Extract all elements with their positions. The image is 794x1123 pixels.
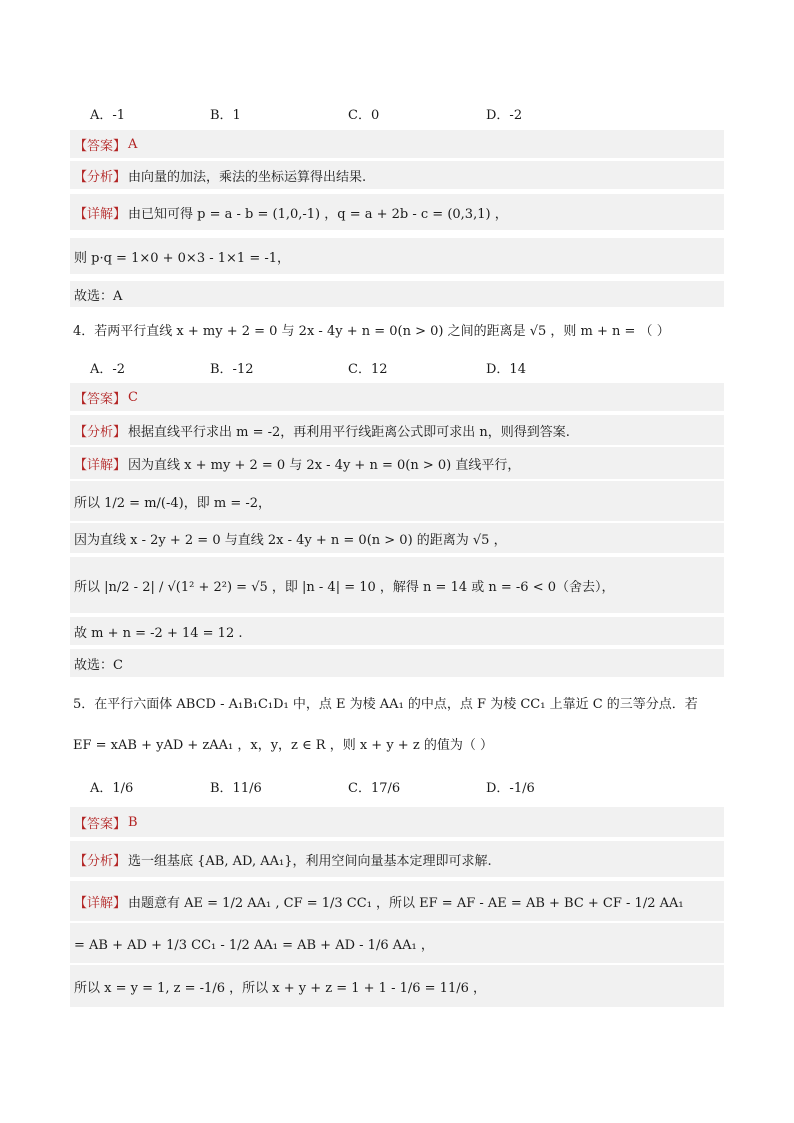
q5-stem-line-1: 5．在平行六面体 ABCD - A₁B₁C₁D₁ 中，点 E 为棱 AA₁ 的中点，点 F 为棱 CC₁ 上靠近 C 的三等分点．若 [73, 697, 698, 712]
q5-option-b: B．11/6 [210, 781, 262, 796]
analysis-text: 根据直线平行求出 m = -2，再利用平行线距离公式即可求出 n，则得到答案. [128, 424, 570, 440]
q5-analysis-row [70, 841, 724, 877]
q5-options [90, 777, 710, 801]
q4-option-a: A．-2 [90, 362, 126, 377]
q4-option-b: B．-12 [210, 362, 254, 377]
analysis-tag: 【分析】 [74, 169, 127, 185]
q3-conclusion-row [70, 281, 724, 307]
q3-options [90, 104, 710, 128]
detail-text: 因为直线 x + my + 2 = 0 与 2x - 4y + n = 0(n > 0) 直线平行， [128, 457, 521, 473]
q3-answer-row [70, 130, 724, 158]
q4-detail-line-5 [70, 617, 724, 645]
analysis-text: 由向量的加法，乘法的坐标运算得出结果. [128, 169, 367, 185]
q3-detail-row [70, 194, 724, 230]
q3-option-c: C．0 [348, 108, 380, 123]
answer-tag: 【答案】 [74, 138, 127, 154]
detail-text: 所以 |n/2 - 2| / √(1² + 2²) = √5 ，即 |n - 4| = 10 ，解得 n = 14 或 n = -6 < 0（舍去）， [74, 579, 615, 595]
q4-answer-row [70, 383, 724, 411]
conclusion-text: 故选：A [74, 288, 123, 304]
detail-text: = AB + AD + 1/3 CC₁ - 1/2 AA₁ = AB + AD - 1/6 AA₁ ， [74, 937, 434, 953]
q3-option-a: A．-1 [90, 108, 126, 123]
analysis-tag: 【分析】 [74, 853, 127, 869]
q3-option-b: B．1 [210, 108, 241, 123]
conclusion-text: 故选：C [74, 657, 123, 673]
detail-text: 因为直线 x - 2y + 2 = 0 与直线 2x - 4y + n = 0(n > 0) 的距离为 √5 ， [74, 532, 507, 548]
detail-tag: 【详解】 [74, 895, 127, 911]
q4-detail-row [70, 447, 724, 479]
analysis-tag: 【分析】 [74, 424, 127, 440]
q4-detail-line-2 [70, 481, 724, 521]
detail-text: 所以 1/2 = m/(-4)，即 m = -2， [74, 495, 272, 511]
detail-tag: 【详解】 [74, 457, 127, 473]
q5-answer-row [70, 807, 724, 837]
detail-text: 则 p·q = 1×0 + 0×3 - 1×1 = -1， [74, 250, 291, 266]
answer-tag: 【答案】 [74, 816, 127, 832]
q4-detail-line-4 [70, 557, 724, 613]
q5-option-d: D．-1/6 [486, 781, 535, 796]
q4-conclusion-row [70, 649, 724, 677]
detail-text: 由题意有 AE = 1/2 AA₁ , CF = 1/3 CC₁ ，所以 EF = AF - AE = AB + BC + CF - 1/2 AA₁ [128, 895, 684, 911]
q5-option-c: C．17/6 [348, 781, 401, 796]
q4-option-d: D．14 [486, 362, 526, 377]
q5-option-a: A．1/6 [90, 781, 134, 796]
q4-options [90, 358, 710, 382]
detail-tag: 【详解】 [74, 206, 127, 222]
answer-value: C [128, 389, 138, 405]
q5-detail-line-3 [70, 965, 724, 1007]
detail-text: 故 m + n = -2 + 14 = 12 . [74, 625, 243, 641]
q3-detail-line-2 [70, 238, 724, 274]
q5-detail-line-2 [70, 923, 724, 963]
q4-detail-line-3 [70, 523, 724, 553]
q4-analysis-row [70, 415, 724, 445]
q3-analysis-row [70, 161, 724, 189]
detail-text: 所以 x = y = 1, z = -1/6 ，所以 x + y + z = 1 + 1 - 1/6 = 11/6 ， [74, 980, 487, 996]
detail-text: 由已知可得 p = a - b = (1,0,-1) ，q = a + 2b - c = (0,3,1) ， [128, 206, 508, 222]
answer-value: A [128, 136, 138, 152]
q5-detail-row [70, 881, 724, 921]
analysis-text: 选一组基底 {AB, AD, AA₁}，利用空间向量基本定理即可求解. [128, 853, 492, 869]
q4-option-c: C．12 [348, 362, 388, 377]
answer-value: B [128, 814, 138, 830]
answer-tag: 【答案】 [74, 391, 127, 407]
q4-stem: 4．若两平行直线 x + my + 2 = 0 与 2x - 4y + n = 0(n > 0) 之间的距离是 √5 ，则 m + n = （ ） [73, 324, 670, 339]
q3-option-d: D．-2 [486, 108, 523, 123]
q5-stem-line-2: EF = xAB + yAD + zAA₁ ，x，y，z ∈ R ，则 x + y + z 的值为（ ） [73, 738, 493, 753]
